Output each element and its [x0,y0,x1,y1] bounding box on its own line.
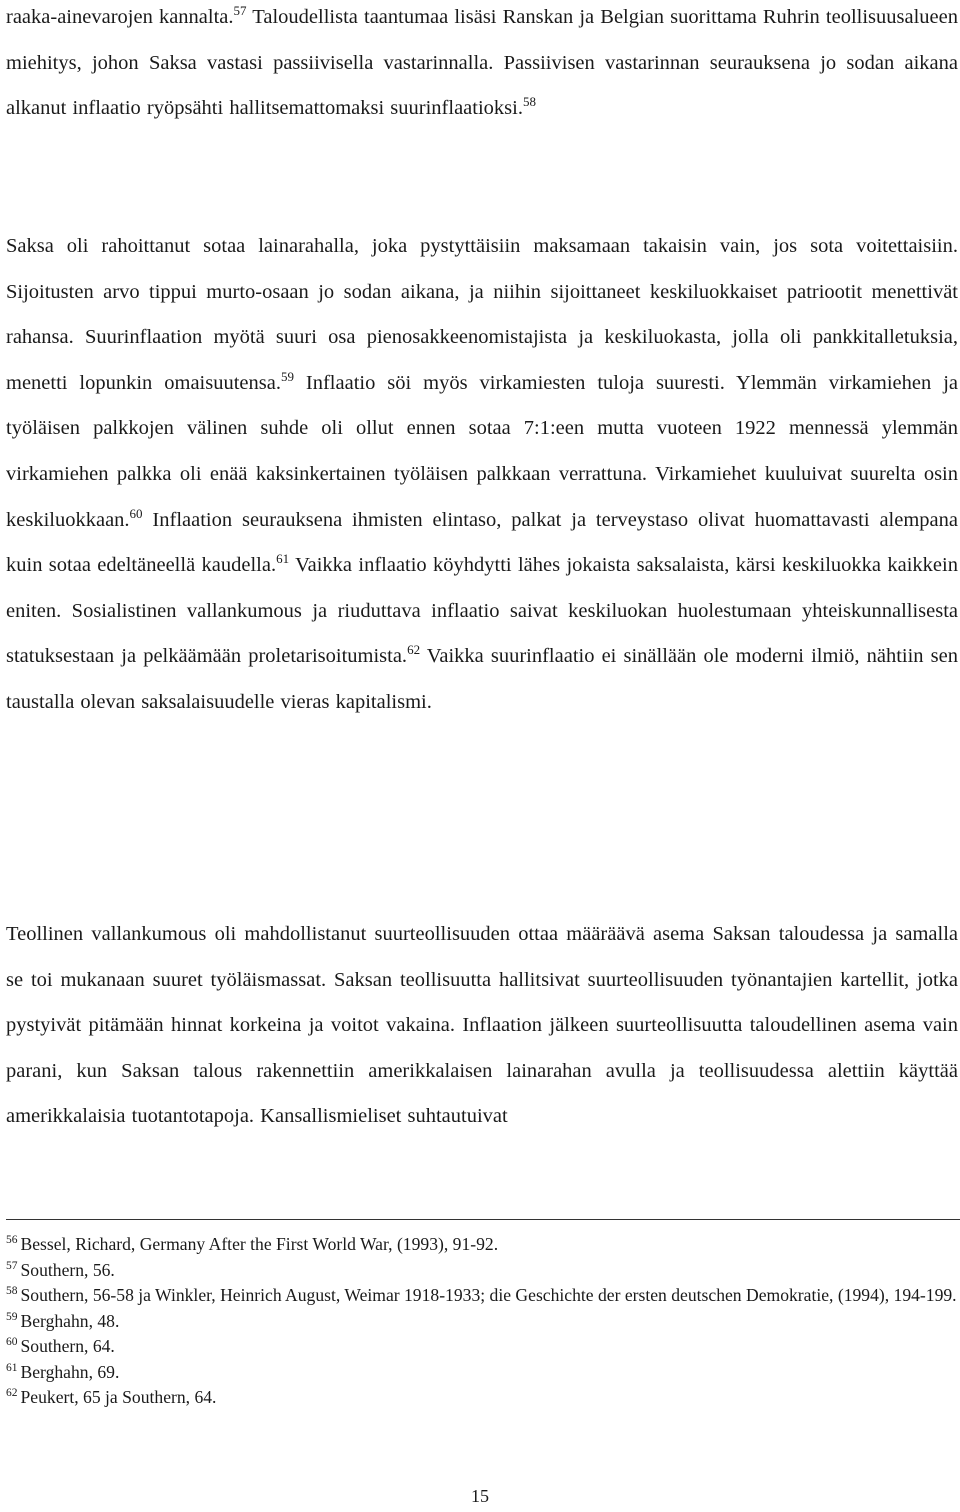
footnote-60 [6,1334,958,1360]
footnote-reference: 62 [407,642,421,658]
footnote-reference: 61 [276,551,290,567]
footnote-text: Bessel, Richard, Germany After the First World War, (1993), 91-92. [20,1234,499,1254]
footnote-62 [6,1385,958,1411]
page-number: 15 [471,1486,489,1506]
paragraph-text: Teollinen vallankumous oli mahdollistanut suurteollisuuden ottaa määräävä asema Saksan taloudessa ja samalla se toi mukanaan suuret työläismassat. Saksan teollisuutta hallitsivat suurteollisuuden työnantajien kartellit, jotka pystyivät pitämään hinnat korkeina ja voitot vakaina. Inflaation jälkeen suurteollisuutta taloudellinen asema vain parani, kun Saksan talous rakennettiin amerikkalaisen lainarahan avulla ja teollisuudessa alettiin käyttää amerikkalaisia tuotantotapoja. Kansallismieliset suhtautuivat [6,923,958,1128]
paragraph-text: Saksa oli rahoittanut sotaa lainarahalla, joka pystyttäisiin maksamaan takaisin vain, jos sota voitettaisiin. Sijoitusten arvo tippui murto-osaan jo sodan aikana, ja niihin sijoittaneet keskiluokkaiset patriootit menettivät rahansa. Suurinflaation myötä suuri osa pienosakkeenomistajista ja keskiluokasta, jolla oli pankkitalletuksia, menetti lopunkin omaisuutensa. [6,235,958,394]
body-paragraph-1 [6,0,958,132]
paragraph-text: raaka-ainevarojen kannalta. [6,6,234,28]
footnote-57 [6,1258,958,1284]
footnote-reference: 59 [280,368,294,384]
footnote-separator [6,1219,960,1220]
footnote-text: Southern, 56. [20,1259,115,1280]
footnote-number: 60 [6,1336,18,1348]
footnote-61 [6,1360,958,1386]
footnote-text: Berghahn, 69. [20,1361,120,1382]
footnotes [6,1232,958,1411]
paragraph-text: Vaikka inflaatio köyhdytti lähes jokaista saksalaista, kärsi keskiluokka kaikkein eniten. Sosialistinen vallankumous ja riuduttava inflaatio saivat keskiluokan huolestumaan yhteiskunnallisesta statuksestaan ja pelkäämään proletarisoitumista. [6,554,958,668]
footnote-text: Berghahn, 48. [20,1310,120,1331]
body-paragraph-3 [6,912,958,1140]
footnote-number: 56 [6,1234,18,1246]
paragraph-text: Inflaation seurauksena ihmisten elintaso, palkat ja terveystaso olivat huomattavasti alempana kuin sotaa edeltäneellä kaudella. [6,508,958,577]
paragraph-text: Taloudellista taantumaa lisäsi Ranskan ja Belgian suorittama Ruhrin teollisuusalueen miehitys, johon Saksa vastasi passiivisella vastarinnalla. Passiivisen vastarinnan seurauksena jo sodan aikana alkanut inflaatio ryöpsähti hallitsemattomaksi suurinflaatioksi. [6,6,958,120]
footnote-text: Southern, 56-58 ja Winkler, Heinrich August, Weimar 1918-1933; die Geschichte der ersten deutschen Demokratie, (1994), 194-199. [20,1285,957,1305]
paragraph-text: Inflaatio söi myös virkamiesten tuloja suuresti. Ylemmän virkamiehen ja työläisen palkkojen välinen suhde oli ollut ennen sotaa 7:1:een mutta vuoteen 1922 mennessä ylemmän virkamiehen palkka oli enää kaksinkertainen työläisen palkkaan verrattuna. Virkamiehet kuuluivat suurelta osin keskiluokkaan. [6,371,958,531]
footnote-58 [6,1283,958,1309]
footnote-number: 57 [6,1259,18,1272]
paragraph-text: Vaikka suurinflaatio ei sinällään ole moderni ilmiö, nähtiin sen taustalla olevan saksalaisuudelle vieras kapitalismi. [6,645,958,713]
footnote-number: 59 [6,1310,18,1323]
body-paragraph-2 [6,224,958,726]
footnote-text: Southern, 64. [20,1336,115,1356]
footnote-reference: 57 [233,3,247,18]
footnote-56 [6,1232,958,1258]
footnote-reference: 58 [522,94,536,110]
footnote-59 [6,1309,958,1335]
footnote-number: 61 [6,1361,18,1374]
footnote-reference: 60 [129,505,143,521]
footnote-number: 62 [6,1387,18,1399]
footnote-number: 58 [6,1285,18,1297]
footnote-text: Peukert, 65 ja Southern, 64. [20,1387,217,1407]
